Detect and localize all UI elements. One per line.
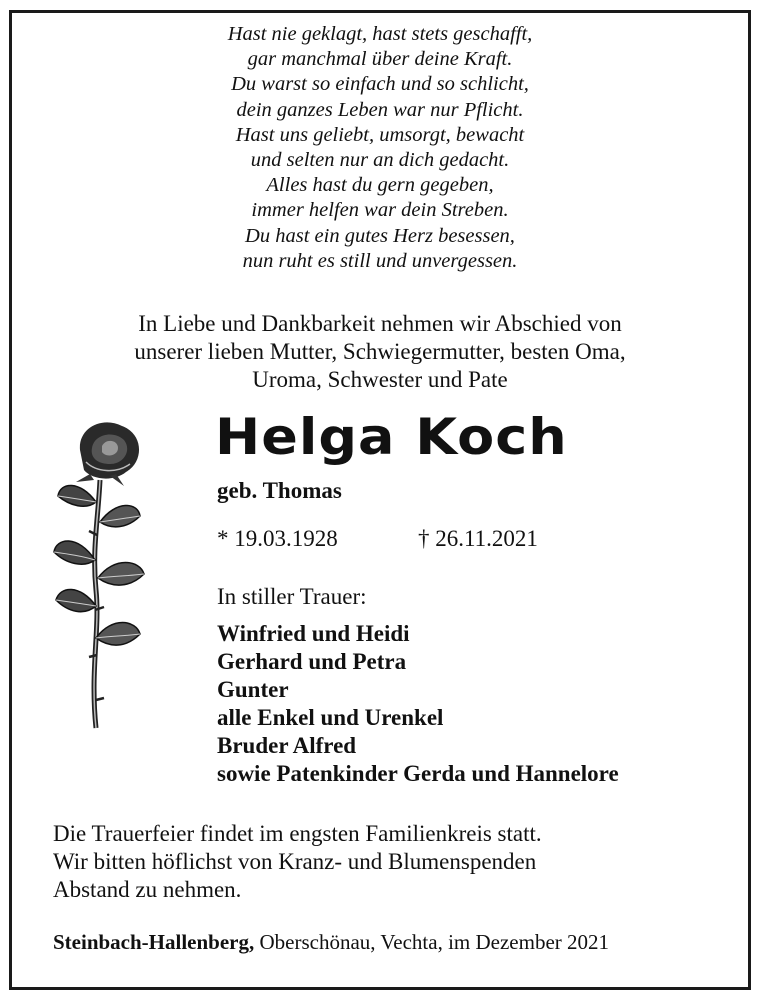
farewell-intro xyxy=(0,310,760,394)
mourner-name: alle Enkel und Urenkel xyxy=(217,705,444,730)
poem-line: und selten nur an dich gedacht. xyxy=(250,149,510,172)
death-date: † 26.11.2021 xyxy=(418,526,538,551)
intro-line: Uroma, Schwester und Pate xyxy=(252,367,508,392)
notice-line: Die Trauerfeier findet im engsten Familienkreis statt. xyxy=(53,821,542,846)
deceased-name: Helga Koch xyxy=(215,408,568,467)
poem-line: nun ruht es still und unvergessen. xyxy=(242,249,518,272)
mourner-name: Bruder Alfred xyxy=(217,733,357,758)
mourners-heading: In stiller Trauer: xyxy=(217,584,367,609)
place-primary: Steinbach-Hallenberg, xyxy=(53,930,255,954)
poem-line: Du warst so einfach und so schlicht, xyxy=(231,73,529,96)
poem-line: dein ganzes Leben war nur Pflicht. xyxy=(236,98,524,121)
mourner-name: Gunter xyxy=(217,677,289,702)
funeral-notice xyxy=(53,820,542,904)
poem-line: Hast uns geliebt, umsorgt, bewacht xyxy=(235,123,525,146)
mourners-list xyxy=(217,620,619,788)
notice-line: Abstand zu nehmen. xyxy=(53,877,242,902)
poem-line: immer helfen war dein Streben. xyxy=(251,199,509,222)
poem-line: Du hast ein gutes Herz besessen, xyxy=(245,224,515,247)
birth-date: * 19.03.1928 xyxy=(217,526,338,551)
maiden-name: geb. Thomas xyxy=(217,478,342,503)
rose-icon xyxy=(40,410,160,740)
poem-line: Alles hast du gern gegeben, xyxy=(266,174,494,197)
mourner-name: Gerhard und Petra xyxy=(217,649,407,674)
mourner-name: Winfried und Heidi xyxy=(217,621,410,646)
notice-line: Wir bitten höflichst von Kranz- und Blumenspenden xyxy=(53,849,537,874)
place-rest: Oberschönau, Vechta, im Dezember 2021 xyxy=(254,930,610,954)
intro-line: In Liebe und Dankbarkeit nehmen wir Abschied von xyxy=(138,311,622,336)
place-date-line xyxy=(53,930,609,955)
poem-line: Hast nie geklagt, hast stets geschafft, xyxy=(227,23,533,45)
poem-line: gar manchmal über deine Kraft. xyxy=(247,48,513,71)
mourner-name: sowie Patenkinder Gerda und Hannelore xyxy=(217,761,619,786)
memorial-poem xyxy=(0,22,760,274)
intro-line: unserer lieben Mutter, Schwiegermutter, besten Oma, xyxy=(134,339,626,364)
